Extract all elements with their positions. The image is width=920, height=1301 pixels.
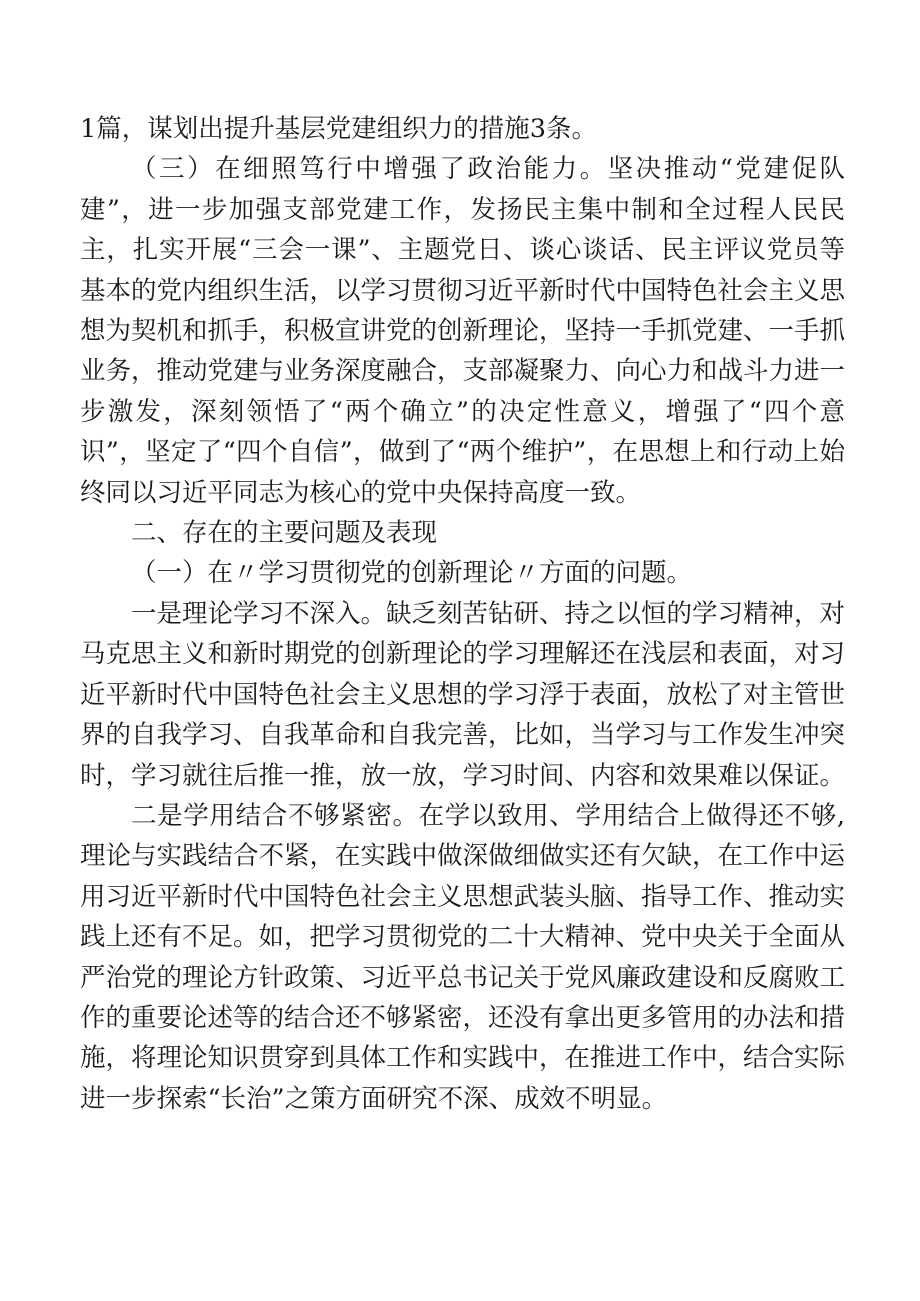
- section-heading-problems: 二、存在的主要问题及表现: [131, 518, 438, 549]
- paragraph-continuation: 1篇，谋划出提升基层党建组织力的措施3条。: [80, 114, 597, 144]
- document-body: [80, 109, 845, 1119]
- paragraph-political-ability: （三）在细照笃行中增强了政治能力。坚决推动“党建促队建”，进一步加强支部党建工作，发扬民主集中制和全过程人民民主，扎实开展“三会一课”、主题党日、谈心谈话、民主评议党员等基本的党内组织生活，以学习贯彻习近平新时代中国特色社会主义思想为契机和抓手，积极宣讲党的创新理论，坚持一手抓党建、一手抓业务，推动党建与业务深度融合，支部凝聚力、向心力和战斗力进一步激发，深刻领悟了“两个确立”的决定性意义，增强了“四个意识”，坚定了“四个自信”，做到了“两个维护”，在思想上和行动上始终同以习近平同志为核心的党中央保持高度一致。: [80, 154, 846, 508]
- subsection-heading-theory: （一）在〃学习贯彻党的创新理论〃方面的问题。: [131, 558, 693, 589]
- paragraph-theory-study: 一是理论学习不深入。缺乏刻苦钻研、持之以恒的学习精神，对马克思主义和新时期党的创新理论的学习理解还在浅层和表面，对习近平新时代中国特色社会主义思想的学习浮于表面，放松了对主管世界的自我学习、自我革命和自我完善，比如，当学习与工作发生冲突时，学习就往后推一推，放一放，学习时间、内容和效果难以保证。: [80, 598, 846, 791]
- paragraph-study-application: 二是学用结合不够紧密。在学以致用、学用结合上做得还不够,理论与实践结合不紧，在实践中做深做细做实还有欠缺，在工作中运用习近平新时代中国特色社会主义思想武装头脑、指导工作、推动实践上还有不足。如，把学习贯彻党的二十大精神、党中央关于全面从严治党的理论方针政策、习近平总书记关于党风廉政建设和反腐败工作的重要论述等的结合还不够紧密，还没有拿出更多管用的办法和措施，将理论知识贯穿到具体工作和实践中，在推进工作中，结合实际进一步探索“长治”之策方面研究不深、成效不明显。: [80, 800, 846, 1114]
